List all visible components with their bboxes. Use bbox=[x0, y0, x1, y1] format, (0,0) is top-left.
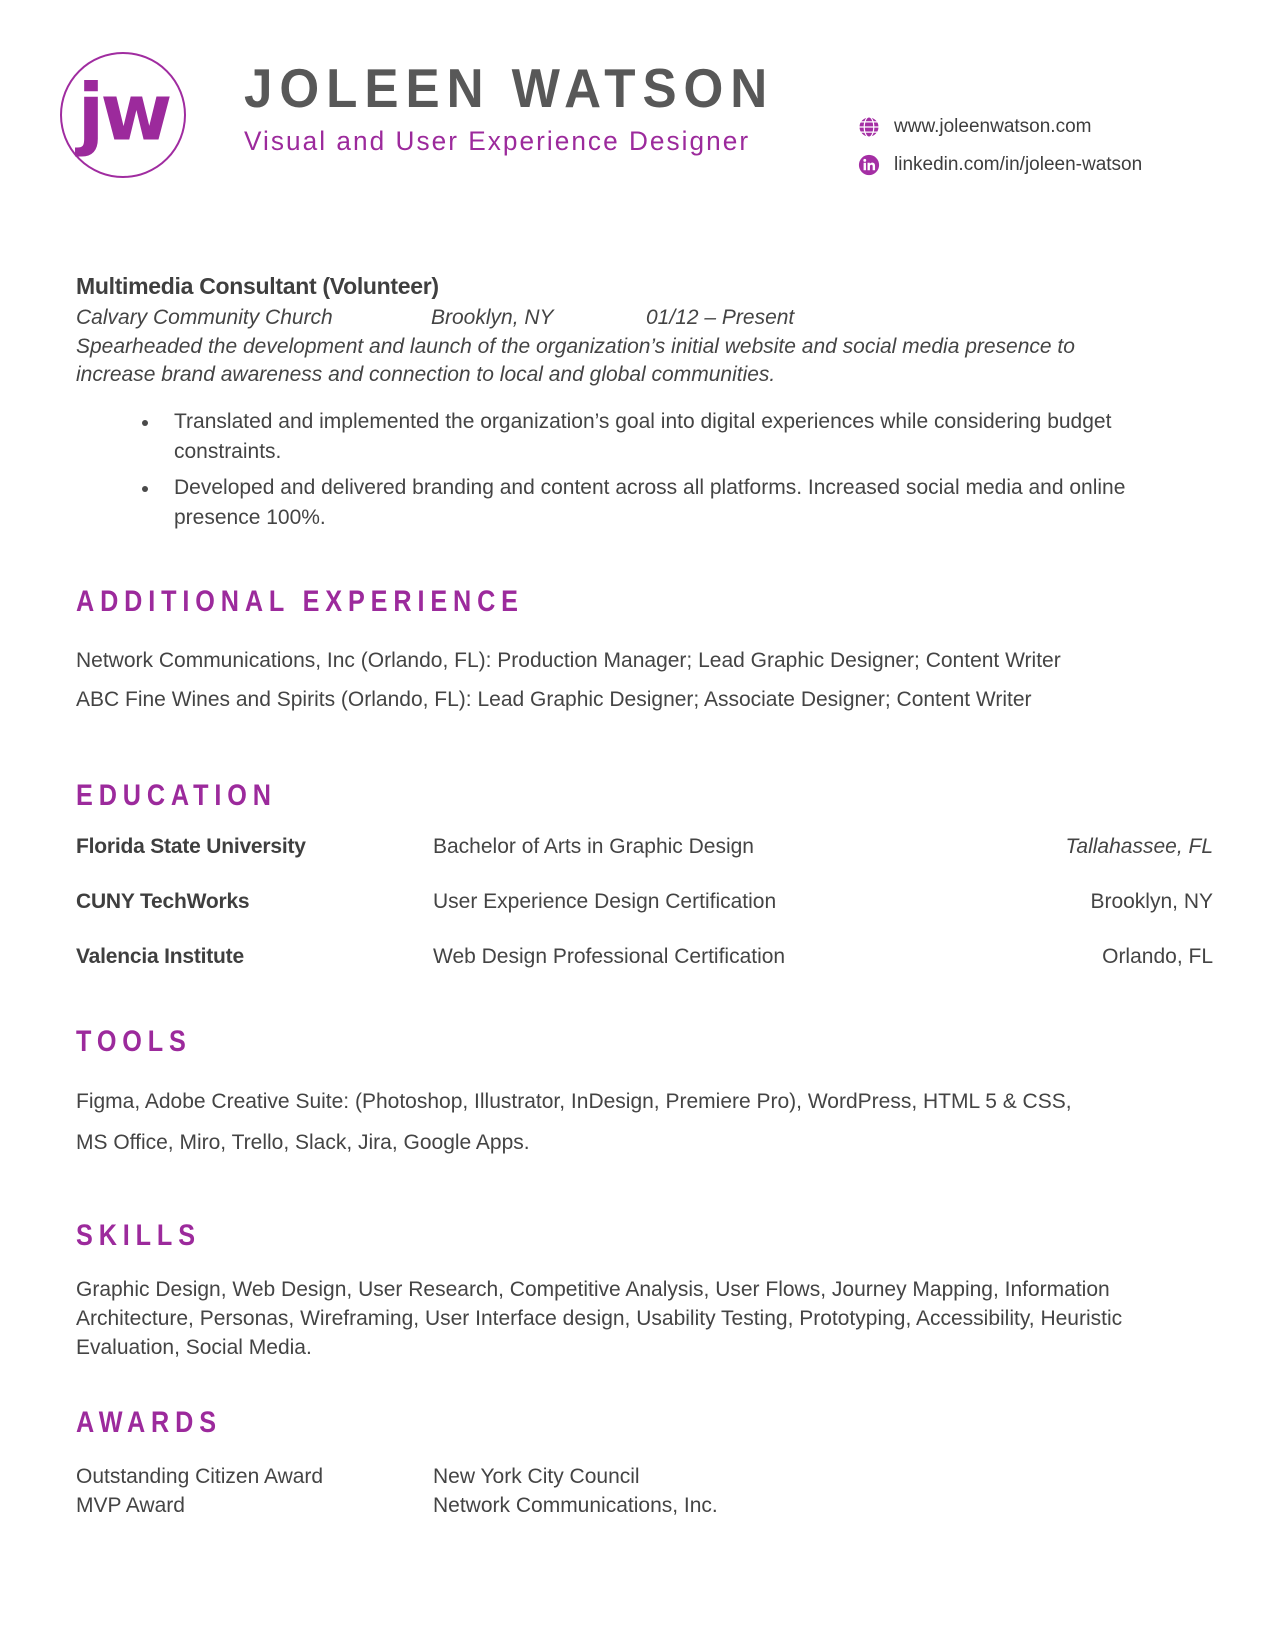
section-additional-experience bbox=[76, 585, 1215, 719]
contact-website[interactable] bbox=[858, 108, 1142, 146]
education-school: Valencia Institute bbox=[76, 945, 244, 968]
linkedin-text: linkedin.com/in/joleen-watson bbox=[894, 154, 1143, 175]
section-heading: ADDITIONAL EXPERIENCE bbox=[76, 585, 524, 618]
section-heading: EDUCATION bbox=[76, 779, 277, 812]
experience-entry bbox=[76, 271, 1215, 533]
education-degree: Web Design Professional Certification bbox=[433, 945, 786, 968]
professional-title: Visual and User Experience Designer bbox=[244, 126, 751, 156]
globe-icon bbox=[858, 116, 880, 138]
education-school: CUNY TechWorks bbox=[76, 890, 250, 913]
section-education bbox=[76, 779, 1215, 969]
skills-text: Graphic Design, Web Design, User Research, Competitive Analysis, User Flows, Journey Mapping, Information Architecture, Personas, Wireframing, User Interface design, Usability Testing, Prototyping, Accessibility, Heuristic Evaluation, Social Media. bbox=[76, 1278, 1123, 1359]
experience-dates: 01/12 – Present bbox=[646, 306, 795, 329]
table-row bbox=[76, 945, 1215, 969]
name-block bbox=[244, 58, 804, 158]
list-item: Developed and delivered branding and content across all platforms. Increased social media and online presence 100%. bbox=[128, 473, 1194, 533]
resume-body bbox=[0, 271, 1275, 1520]
education-school: Florida State University bbox=[76, 835, 306, 858]
education-location: Tallahassee, FL bbox=[1065, 835, 1213, 858]
contact-linkedin[interactable] bbox=[858, 146, 1142, 184]
education-degree: User Experience Design Certification bbox=[433, 890, 777, 913]
award-organization: Network Communications, Inc. bbox=[433, 1494, 718, 1517]
experience-location: Brooklyn, NY bbox=[431, 306, 554, 329]
table-row bbox=[76, 890, 1215, 914]
linkedin-icon bbox=[858, 154, 880, 176]
experience-role: Multimedia Consultant (Volunteer) bbox=[76, 273, 439, 299]
tools-line: MS Office, Miro, Trello, Slack, Jira, Google Apps. bbox=[76, 1131, 530, 1154]
section-awards bbox=[76, 1406, 1215, 1520]
experience-summary: Spearheaded the development and launch of the organization’s initial website and social media presence to increase brand awareness and connection to local and global communities. bbox=[76, 335, 1075, 386]
education-location: Brooklyn, NY bbox=[1090, 890, 1213, 913]
logo bbox=[60, 52, 190, 182]
contact-list bbox=[858, 108, 1142, 184]
section-skills bbox=[76, 1219, 1215, 1362]
additional-experience-line: Network Communications, Inc (Orlando, FL): Production Manager; Lead Graphic Designer; Content Writer bbox=[76, 649, 1061, 672]
table-row bbox=[76, 835, 1215, 859]
award-name: MVP Award bbox=[76, 1494, 185, 1517]
additional-experience-line: ABC Fine Wines and Spirits (Orlando, FL): Lead Graphic Designer; Associate Designer; Content Writer bbox=[76, 688, 1032, 711]
section-heading: SKILLS bbox=[76, 1219, 201, 1252]
page-title: JOLEEN WATSON bbox=[244, 57, 775, 119]
logo-circle-icon bbox=[60, 52, 186, 178]
award-organization: New York City Council bbox=[433, 1465, 640, 1488]
education-degree: Bachelor of Arts in Graphic Design bbox=[433, 835, 754, 858]
experience-organization: Calvary Community Church bbox=[76, 306, 333, 329]
tools-line: Figma, Adobe Creative Suite: (Photoshop, Illustrator, InDesign, Premiere Pro), WordPress, HTML 5 & CSS, bbox=[76, 1090, 1072, 1113]
logo-monogram: jw bbox=[77, 68, 169, 159]
experience-bullets bbox=[76, 407, 1215, 533]
resume-header bbox=[0, 0, 1275, 185]
table-row bbox=[76, 1491, 1215, 1520]
list-item: Translated and implemented the organization’s goal into digital experiences while considering budget constraints. bbox=[128, 407, 1194, 467]
section-heading: TOOLS bbox=[76, 1025, 192, 1058]
section-tools bbox=[76, 1025, 1215, 1163]
section-heading: AWARDS bbox=[76, 1406, 222, 1439]
table-row bbox=[76, 1462, 1215, 1491]
experience-meta bbox=[76, 303, 1215, 332]
education-location: Orlando, FL bbox=[1102, 945, 1213, 968]
award-name: Outstanding Citizen Award bbox=[76, 1465, 324, 1488]
website-text: www.joleenwatson.com bbox=[894, 116, 1092, 137]
